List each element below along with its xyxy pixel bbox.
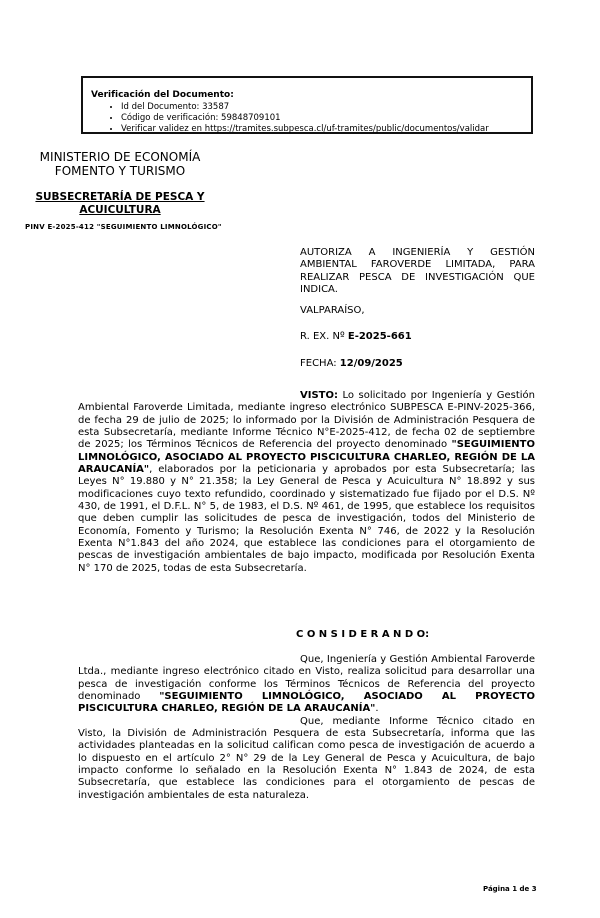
considerando-p1-text-1: Que, Ingeniería y Gestión Ambiental Faroverde Ltda., mediante ingreso electrónico citado en Visto, realiza solicitud para desarrollar una pesca de investigación conforme los Términos Técnicos de Referencia del proyecto denominado (78, 654, 535, 703)
verification-item-id: • Id del Documento: 33587 (121, 102, 523, 113)
verification-item-code: • Código de verificación: 59848709101 (121, 113, 523, 124)
visto-paragraph (78, 390, 535, 575)
resolution-subject: AUTORIZA A INGENIERÍA Y GESTIÓN AMBIENTAL FAROVERDE LIMITADA, PARA REALIZAR PESCA DE INVESTIGACIÓN QUE INDICA. (300, 247, 535, 295)
verification-title: Verificación del Documento: (91, 90, 234, 100)
verification-item-url: • Verificar validez en https://tramites.subpesca.cl/uf-tramites/public/documentos/validar (121, 124, 523, 135)
considerando-paragraph-2: Que, mediante Informe Técnico citado en Visto, la División de Administración Pesquera de esta Subsecretaría, informa que las actividades planteadas en la solicitud califican como pesca de investigación de acuerdo a lo dispuesto en el artículo 2° N° 29 de la Ley General de Pesca y Acuicultura, de bajo impacto conforme lo señalado en la Resolución Exenta N° 1.843 de 2024, de esta Subsecretaría, que establece las condiciones para el otorgamiento de pescas de investigación ambientales de esta naturaleza. (78, 715, 535, 801)
ministry-header (10, 150, 230, 178)
ministry-line-1: MINISTERIO DE ECONOMÍA (39, 150, 201, 164)
considerando-paragraph-1 (78, 654, 535, 716)
considerando-p1-project-name: "SEGUIMIENTO LIMNOLÓGICO, ASOCIADO AL PROYECTO PISCICULTURA CHARLEO, REGIÓN DE LA ARAUCANÍA" (78, 691, 535, 715)
verification-box (81, 76, 533, 134)
considerando-section (78, 654, 535, 802)
rex-label: R. EX. Nº (300, 331, 348, 343)
subsecretaria-line-1: SUBSECRETARÍA DE PESCA Y (35, 191, 205, 203)
resolution-number-line (300, 331, 535, 343)
fecha-label: FECHA: (300, 357, 340, 369)
resolution-city: VALPARAÍSO, (300, 305, 365, 317)
visto-section (78, 390, 535, 575)
resolution-date-line (300, 358, 535, 370)
visto-label: VISTO: (300, 390, 338, 401)
considerando-heading: C O N S I D E R A N D O: (296, 629, 430, 640)
rex-number: E-2025-661 (347, 331, 412, 343)
subsecretaria-line-2: ACUICULTURA (79, 204, 161, 216)
visto-text-2: , elaborados por la peticionaria y aprobados por esta Subsecretaría; las Leyes N° 19.880 y N° 21.358; la Ley General de Pesca y Acuicultura N° 18.892 y sus modificaciones cuyo texto refundido, coordinado y sistematizado fue fijado por el D.S. Nº 430, de 1991, el D.F.L. N° 5, de 1983, el D.S. Nº 461, de 1995, que establece los requisitos que deben cumplir las solicitudes de pesca de investigación, todos del Ministerio de Economía, Fomento y Turismo; la Resolución Exenta N° 746, de 2022 y la Resolución Exenta N°1.843 del año 2024, que establece las condiciones para el otorgamiento de pescas de investigación ambientales de bajo impacto, modificada por Resolución Exenta N° 170 de 2025, todas de esta Subsecretaría. (78, 464, 535, 574)
ministry-line-2: FOMENTO Y TURISMO (54, 164, 186, 178)
considerando-p1-text-2: . (375, 703, 379, 715)
fecha-value: 12/09/2025 (339, 357, 403, 369)
page-number: Página 1 de 3 (483, 885, 537, 893)
subsecretaria-header (10, 191, 230, 217)
resolution-title-block (300, 247, 535, 370)
verification-list (121, 102, 523, 135)
project-reference: PINV E-2025-412 "SEGUIMIENTO LIMNOLÓGICO" (25, 223, 222, 231)
visto-project-name: "SEGUIMIENTO LIMNOLÓGICO, ASOCIADO AL PROYECTO PISCICULTURA CHARLEO, REGIÓN DE LA ARAUCANÍA" (78, 439, 535, 476)
visto-text-1: Lo solicitado por Ingeniería y Gestión Ambiental Faroverde Limitada, mediante ingreso electrónico SUBPESCA E-PINV-2025-366, de fecha 29 de julio de 2025; lo informado por la División de Administración Pesquera de esta Subsecretaría, mediante Informe Técnico N°E-2025-412, de fecha 02 de septiembre de 2025; los Términos Técnicos de Referencia del proyecto denominado (78, 390, 535, 451)
